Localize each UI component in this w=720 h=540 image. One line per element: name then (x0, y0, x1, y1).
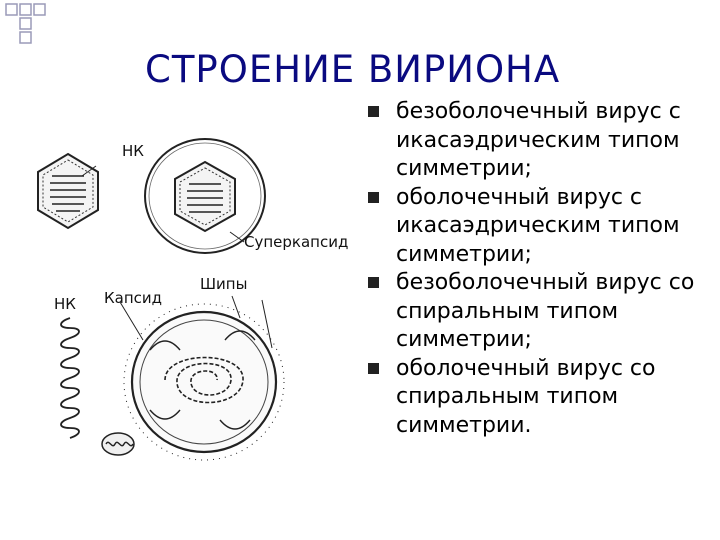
virion-diagram (0, 0, 370, 470)
square-bullet-icon (368, 192, 379, 203)
label-nk-bottom: НК (54, 295, 76, 313)
small-virion (102, 433, 134, 455)
bullet-item (366, 98, 706, 184)
label-nk-top: НК (122, 142, 144, 160)
slide-title: СТРОЕНИЕ ВИРИОНА (145, 48, 561, 91)
label-supercapsid: Суперкапсид (244, 233, 349, 251)
bullet-text: безоболочечный вирус со спиральным типом симметрии; (396, 270, 695, 352)
naked-helical-nucleocapsid (61, 318, 79, 438)
enveloped-helical-virus (124, 296, 284, 460)
square-bullet-icon (368, 277, 379, 288)
label-capsid: Капсид (104, 289, 163, 307)
bullet-text: оболочечный вирус с икасаэдрическим типом симметрии; (396, 184, 680, 267)
naked-icosahedral-virus (38, 154, 98, 228)
bullet-item (366, 355, 706, 441)
bullet-text: оболочечный вирус со спиральным типом симметрии. (396, 355, 656, 438)
bullet-list (366, 98, 706, 440)
bullet-text: безоболочечный вирус с икасаэдрическим типом симметрии; (396, 99, 681, 181)
square-bullet-icon (368, 106, 379, 117)
bullet-item (366, 184, 706, 270)
bullet-item (366, 269, 706, 355)
square-bullet-icon (368, 363, 379, 374)
label-spikes: Шипы (200, 275, 248, 293)
